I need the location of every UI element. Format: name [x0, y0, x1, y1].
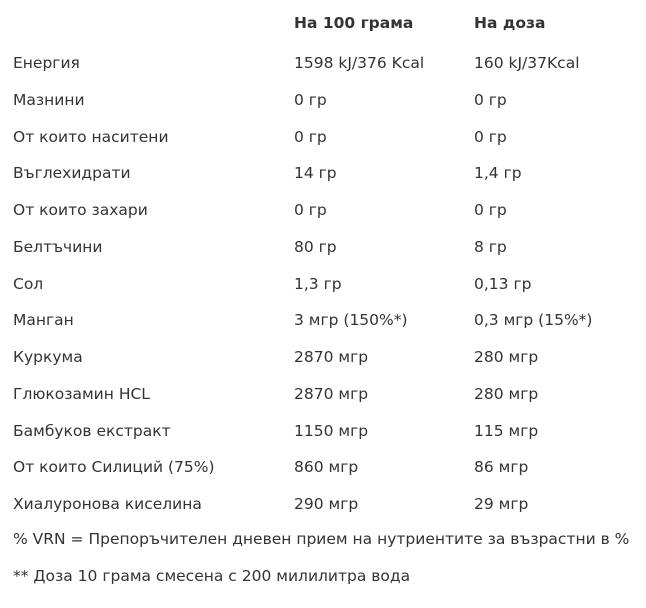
table-row: [0, 449, 646, 486]
value-per-100g: 14 гр: [294, 164, 337, 183]
table-row: [0, 486, 646, 523]
nutrient-label: Хиалуронова киселина: [13, 495, 202, 513]
nutrient-label: Глюкозамин HCL: [13, 384, 150, 403]
table-row: [0, 266, 646, 303]
value-per-100g: 860 мгр: [294, 458, 359, 477]
table-row: [0, 376, 646, 413]
nutrient-label: От които наситени: [13, 127, 169, 146]
table-header: [0, 0, 646, 46]
table-row: [0, 119, 646, 156]
table-row: [0, 82, 646, 119]
value-per-dose: 280 мгр: [474, 348, 539, 366]
header-per-100g: На 100 грама: [294, 14, 414, 32]
nutrient-label: Куркума: [13, 348, 83, 366]
nutrient-label: Енергия: [13, 54, 80, 72]
value-per-100g: 0 гр: [294, 201, 327, 219]
table-row: [0, 229, 646, 266]
footnote-vrn: % VRN = Препоръчителен дневен прием на нутриентите за възрастни в %: [13, 530, 630, 548]
table-row: [0, 339, 646, 376]
value-per-100g: 1,3 гр: [294, 274, 342, 293]
value-per-100g: 1150 мгр: [294, 421, 369, 440]
value-per-100g: 2870 мгр: [294, 348, 369, 366]
header-per-dose: На доза: [474, 14, 546, 32]
value-per-dose: 86 мгр: [474, 458, 529, 477]
nutrient-label: Мазнини: [13, 90, 85, 109]
value-per-dose: 0 гр: [474, 90, 507, 109]
table-row: [0, 192, 646, 229]
footnote-dose: ** Доза 10 грама смесена с 200 милилитра вода: [13, 567, 411, 585]
value-per-dose: 8 гр: [474, 237, 507, 256]
value-per-100g: 0 гр: [294, 127, 327, 146]
nutrient-label: От които захари: [13, 201, 148, 219]
value-per-100g: 3 мгр (150%*): [294, 311, 408, 330]
table-row: [0, 413, 646, 450]
table-row: [0, 155, 646, 192]
nutrient-label: Въглехидрати: [13, 164, 131, 183]
table-body: [0, 45, 646, 523]
nutrient-label: Манган: [13, 311, 74, 330]
value-per-100g: 2870 мгр: [294, 384, 369, 403]
value-per-100g: 1598 kJ/376 Kcal: [294, 54, 425, 72]
table-row: [0, 45, 646, 82]
value-per-dose: 0,13 гр: [474, 274, 532, 293]
value-per-100g: 80 гр: [294, 237, 337, 256]
value-per-dose: 160 kJ/37Kcal: [474, 54, 580, 72]
value-per-dose: 0,3 мгр (15%*): [474, 311, 593, 330]
value-per-dose: 280 мгр: [474, 384, 539, 403]
value-per-dose: 0 гр: [474, 201, 507, 219]
value-per-100g: 290 мгр: [294, 495, 359, 513]
value-per-dose: 115 мгр: [474, 421, 539, 440]
nutrient-label: Бамбуков екстракт: [13, 421, 171, 440]
value-per-100g: 0 гр: [294, 90, 327, 109]
nutrient-label: Сол: [13, 274, 44, 293]
nutrient-label: Белтъчини: [13, 237, 103, 256]
value-per-dose: 1,4 гр: [474, 164, 522, 183]
value-per-dose: 0 гр: [474, 127, 507, 146]
value-per-dose: 29 мгр: [474, 495, 529, 513]
table-row: [0, 302, 646, 339]
nutrient-label: От които Силиций (75%): [13, 458, 215, 477]
